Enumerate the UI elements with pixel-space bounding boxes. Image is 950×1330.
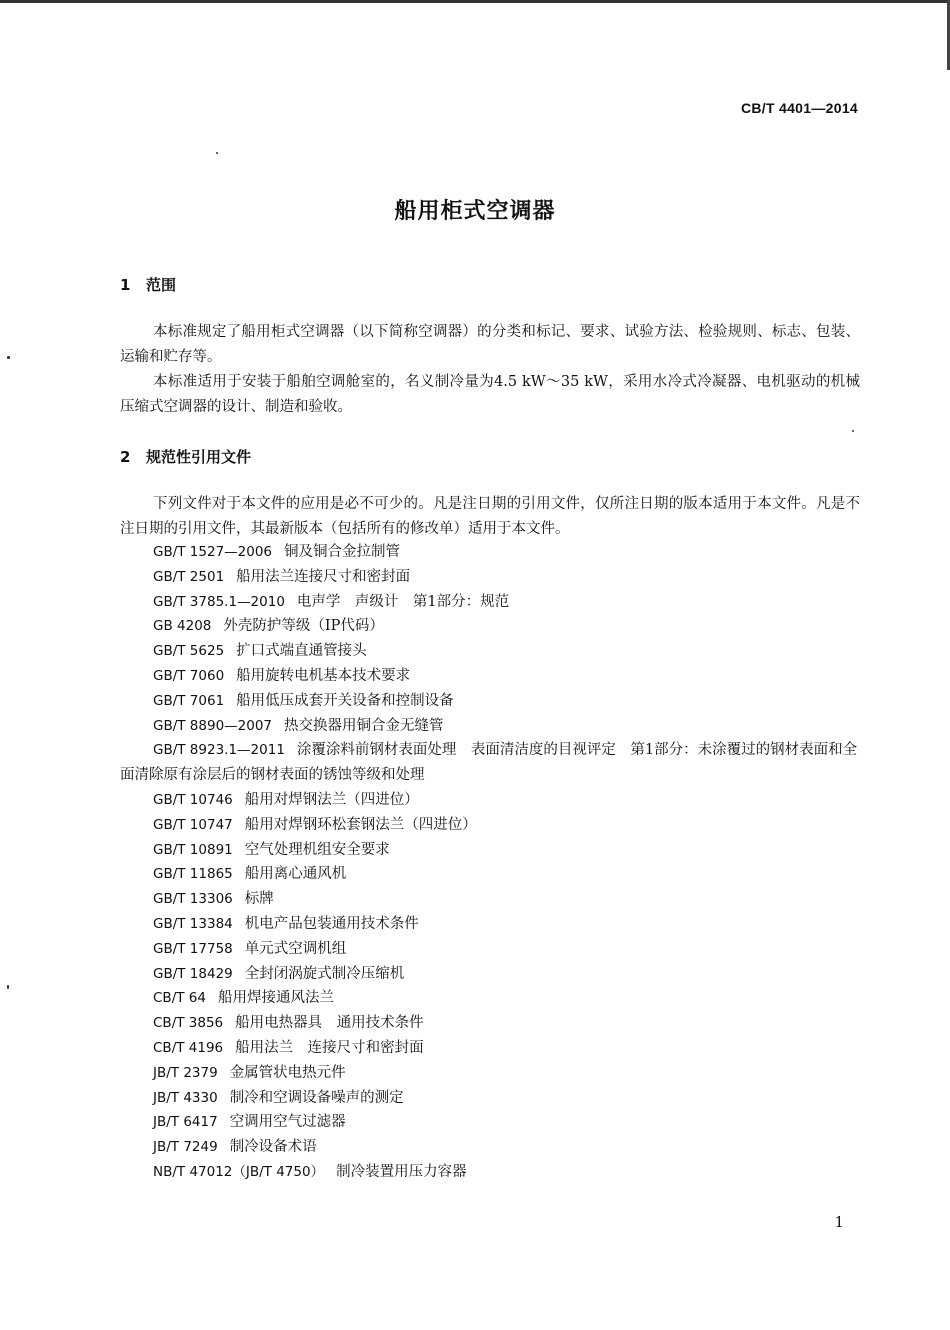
reference-code: JB/T 2379 <box>153 1064 218 1081</box>
reference-code: GB/T 17758 <box>153 940 233 957</box>
reference-item <box>120 813 860 838</box>
reference-item <box>120 1135 860 1160</box>
reference-title: 船用离心通风机 <box>244 866 347 883</box>
reference-code: GB/T 13384 <box>153 915 233 932</box>
reference-code: GB/T 10891 <box>153 841 233 858</box>
reference-code: JB/T 7249 <box>153 1139 218 1156</box>
reference-code: GB/T 3785.1—2010 <box>153 593 285 610</box>
scan-speck <box>7 356 10 359</box>
reference-code: CB/T 64 <box>153 990 206 1007</box>
reference-code: GB/T 13306 <box>153 891 233 908</box>
reference-item <box>120 639 860 664</box>
reference-code: GB/T 1527—2006 <box>153 544 273 560</box>
reference-item <box>120 912 860 937</box>
reference-item <box>120 1011 860 1036</box>
document-title: 船用柜式空调器 <box>394 199 556 224</box>
reference-title: 船用法兰 连接尺寸和密封面 <box>235 1039 424 1056</box>
reference-item <box>120 887 860 912</box>
reference-title: 机电产品包装通用技术条件 <box>244 915 419 932</box>
reference-title: 单元式空调机组 <box>244 940 347 957</box>
reference-title: 铜及铜合金拉制管 <box>284 544 401 560</box>
reference-item <box>120 689 860 714</box>
reference-code: GB/T 11865 <box>153 866 233 883</box>
reference-code: GB/T 7060 <box>153 667 225 684</box>
scope-paragraph-1: 本标准规定了船用柜式空调器（以下简称空调器）的分类和标记、要求、试验方法、检验规则、标志、包装、运输和贮存等。 <box>120 324 860 365</box>
reference-code: JB/T 6417 <box>153 1114 218 1131</box>
references-intro-paragraph: 下列文件对于本文件的应用是必不可少的。凡是注日期的引用文件，仅所注日期的版本适用于本文件。凡是不注日期的引用文件，其最新版本（包括所有的修改单）适用于本文件。 <box>120 496 860 537</box>
reference-title: 制冷装置用压力容器 <box>336 1163 467 1180</box>
reference-item <box>120 788 860 813</box>
reference-title: 船用对焊钢法兰（四进位） <box>244 791 419 808</box>
reference-title: 制冷和空调设备噪声的测定 <box>229 1089 404 1106</box>
reference-title: 船用电热器具 通用技术条件 <box>235 1015 424 1032</box>
reference-title: 空气处理机组安全要求 <box>244 841 390 858</box>
reference-title: 电声学 声级计 第1部分：规范 <box>296 593 510 610</box>
reference-title: 船用对焊钢环松套钢法兰（四进位） <box>244 816 477 833</box>
reference-code: JB/T 4330 <box>153 1089 218 1106</box>
reference-item <box>120 590 860 615</box>
reference-item <box>120 1036 860 1061</box>
scan-edge-top <box>0 0 950 3</box>
section-title: 范围 <box>146 276 177 294</box>
reference-title: 制冷设备术语 <box>229 1139 317 1156</box>
reference-title: 涂覆涂料前钢材表面处理 表面清洁度的目视评定 第1部分：未涂覆过的钢材表面和全面清除原有涂层后的钢材表面的锈蚀等级和处理 <box>120 742 858 784</box>
section-number: 2 <box>120 448 131 466</box>
scan-speck <box>216 152 218 154</box>
section-heading-normative-references <box>120 446 251 467</box>
reference-code: GB/T 5625 <box>153 643 225 660</box>
reference-title: 船用法兰连接尺寸和密封面 <box>236 568 411 585</box>
reference-title: 金属管状电热元件 <box>229 1064 346 1081</box>
reference-code: GB/T 18429 <box>153 965 233 982</box>
reference-code: CB/T 4196 <box>153 1039 224 1056</box>
reference-title: 船用焊接通风法兰 <box>217 990 334 1007</box>
reference-item <box>120 540 860 565</box>
reference-item <box>120 1086 860 1111</box>
reference-title: 扩口式端直通管接头 <box>236 643 367 660</box>
reference-title: 船用旋转电机基本技术要求 <box>236 667 411 684</box>
reference-title: 热交换器用铜合金无缝管 <box>284 717 444 734</box>
reference-code: CB/T 3856 <box>153 1015 224 1032</box>
reference-title: 船用低压成套开关设备和控制设备 <box>236 692 454 709</box>
scan-speck <box>7 985 9 989</box>
reference-code: GB 4208 <box>153 618 212 635</box>
reference-list <box>120 540 860 1185</box>
reference-item <box>120 986 860 1011</box>
reference-title: 空调用空气过滤器 <box>229 1114 346 1131</box>
reference-code: GB/T 2501 <box>153 568 225 585</box>
scan-speck <box>852 430 854 432</box>
reference-item <box>120 1160 860 1185</box>
section-heading-scope <box>120 274 176 295</box>
section-number: 1 <box>120 276 131 294</box>
reference-code: GB/T 10747 <box>153 816 233 833</box>
reference-item <box>120 937 860 962</box>
reference-item <box>120 1061 860 1086</box>
reference-title: 全封闭涡旋式制冷压缩机 <box>244 965 405 982</box>
reference-item <box>120 738 860 788</box>
reference-item <box>120 664 860 689</box>
reference-item <box>120 838 860 863</box>
reference-item <box>120 962 860 987</box>
standard-code: CB/T 4401—2014 <box>740 100 858 116</box>
reference-item <box>120 1110 860 1135</box>
scope-paragraph-2: 本标准适用于安装于船舶空调舱室的，名义制冷量为4.5 kW～35 kW，采用水冷式冷凝器、电机驱动的机械压缩式空调器的设计、制造和验收。 <box>120 374 860 415</box>
reference-code: GB/T 8923.1—2011 <box>153 742 285 759</box>
reference-item <box>120 714 860 739</box>
reference-title: 外壳防护等级（IP代码） <box>223 618 384 635</box>
reference-title: 标牌 <box>244 891 274 908</box>
page-number: 1 <box>834 1213 844 1231</box>
reference-code: GB/T 8890—2007 <box>153 717 273 734</box>
reference-code: GB/T 7061 <box>153 692 225 709</box>
reference-code: GB/T 10746 <box>153 791 233 808</box>
reference-code: NB/T 47012（JB/T 4750） <box>153 1163 325 1180</box>
reference-item <box>120 862 860 887</box>
section-title: 规范性引用文件 <box>146 448 252 466</box>
reference-item <box>120 565 860 590</box>
reference-item <box>120 614 860 639</box>
